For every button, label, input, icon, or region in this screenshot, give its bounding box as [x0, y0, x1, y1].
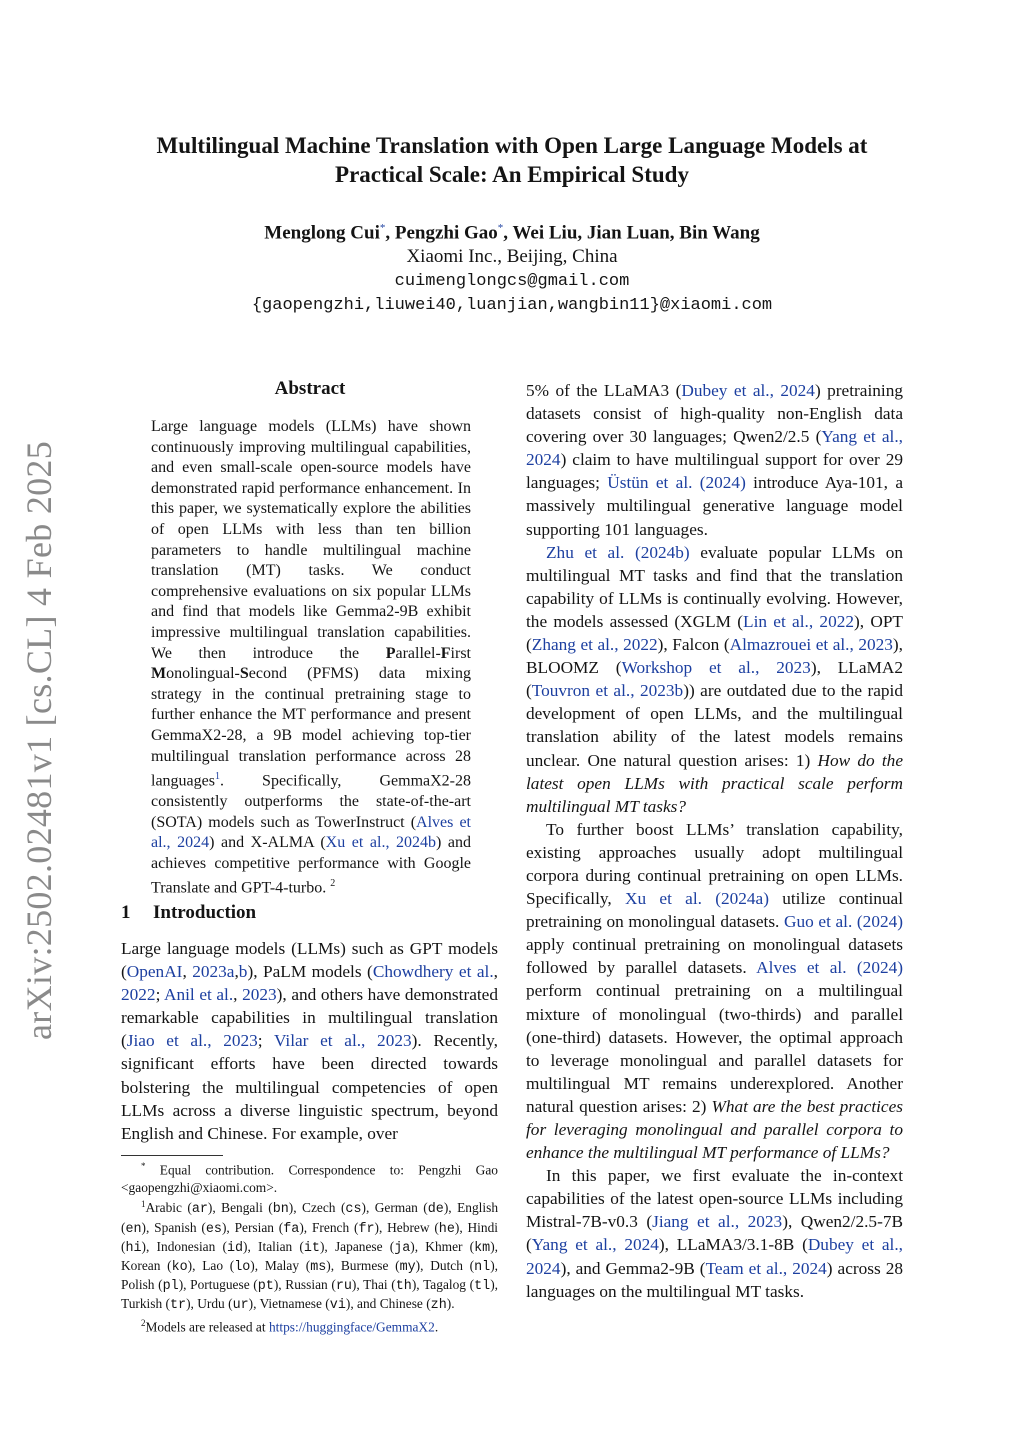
citation-link[interactable]: Guo et al. (2024) — [784, 912, 904, 932]
language-entry — [425, 1239, 498, 1254]
language-entry — [423, 1277, 498, 1295]
citation-link[interactable]: OpenAI — [126, 962, 183, 982]
citation-link[interactable]: Jiao et al., 2023 — [126, 1031, 258, 1051]
arxiv-identifier-stamp: arXiv:2502.02481v1 [cs.CL] 4 Feb 2025 — [19, 440, 59, 1040]
footnote-ref-1[interactable]: 1 — [214, 771, 220, 783]
language-code: ms — [310, 1259, 327, 1275]
language-code: he — [438, 1221, 455, 1237]
language-separator: ), — [443, 1200, 458, 1216]
section-title: Introduction — [153, 902, 257, 923]
language-name: Malay ( — [264, 1257, 311, 1273]
language-separator: ), — [141, 1238, 157, 1254]
title-line-1: Multilingual Machine Translation with Open Large Language Models at — [156, 133, 868, 158]
citation-link[interactable]: Xu et al. (2024a) — [625, 889, 769, 909]
language-separator: ), — [250, 1257, 265, 1273]
language-name: Burmese ( — [340, 1257, 400, 1273]
citation-link[interactable]: Yang et al., 2024 — [526, 427, 903, 470]
language-entry — [259, 1296, 380, 1314]
language-code: bn — [272, 1202, 289, 1218]
citation-link[interactable]: Chowdhery et al. — [372, 962, 494, 982]
language-separator: ), and — [345, 1296, 380, 1312]
language-code: tr — [170, 1298, 187, 1314]
language-name: Russian ( — [285, 1277, 336, 1293]
author-rest: , Wei Liu, Jian Luan, Bin Wang — [503, 222, 760, 244]
language-entry — [190, 1277, 286, 1295]
language-name: Vietnamese ( — [259, 1296, 330, 1312]
citation-link[interactable]: Üstün et al. (2024) — [607, 473, 746, 493]
language-list — [121, 1200, 499, 1314]
language-separator: ), — [243, 1238, 259, 1254]
section-heading-introduction — [121, 902, 256, 924]
citation-link[interactable]: Team et al., 2024 — [705, 1258, 827, 1278]
language-entry — [202, 1258, 265, 1273]
section-number: 1 — [121, 902, 131, 923]
language-entry — [379, 1296, 455, 1314]
language-code: ur — [232, 1298, 249, 1314]
language-entry — [121, 1277, 191, 1295]
language-name: Japanese ( — [334, 1238, 395, 1254]
right-paragraph-3: To further boost LLMs’ translation capability, existing approaches usually adopt multilingual corpora during continual pretraining on open LLMs. Specifically, Xu et al. (2024a) utilize continual pretraining on monolingual datasets. Guo et al. (2024) apply continual pretraining on monolingual datasets followed by parallel datasets. Alves et al. (2024) perform continual pretraining on a multilingual mixture of monolingual (two-thirds) and parallel (one-third) datasets. However, the optimal approach to leverage monolingual and parallel datasets for multilingual MT remains underexplored. Another natural question arises: 2) What are the best practices for leveraging monolingual and parallel corpora to enhance the multilingual MT performance of LLMs? — [526, 819, 904, 1163]
citation-link[interactable]: Workshop et al., 2023 — [621, 658, 811, 678]
right-paragraph-2: Zhu et al. (2024b) evaluate popular LLMs on multilingual MT tasks and find that the translation capability of LLMs is continually evolving. However, the models assessed (XGLM (Lin et al., 2022), OPT (Zhang et al., 2022), Falcon (Almazrouei et al., 2023), BLOOMZ (Workshop et al., 2023), LLaMA2 (Touvron et al., 2023b)) are outdated due to the rapid development of open LLMs, and the multilingual translation ability of the latest models remains unclear. One natural question arises: 1) How do the latest open LLMs with practical scale perform multilingual MT tasks? — [526, 542, 904, 816]
language-code: ru — [335, 1279, 352, 1295]
language-name: Polish ( — [121, 1277, 163, 1293]
language-separator: ), — [248, 1296, 260, 1312]
language-code: cs — [345, 1202, 362, 1218]
citation-link[interactable]: 2022 — [121, 985, 156, 1005]
research-question-1: How do the latest open LLMs with practical scale perform multilingual MT tasks? — [526, 750, 903, 816]
email-line-1: cuimenglongcs@gmail.com — [394, 272, 630, 291]
language-code: it — [303, 1240, 320, 1256]
language-code: hi — [125, 1240, 142, 1256]
language-separator: ), — [490, 1257, 498, 1273]
language-code: nl — [474, 1259, 491, 1275]
language-separator: ), — [411, 1277, 424, 1293]
language-name: Persian ( — [234, 1219, 284, 1235]
language-code: en — [125, 1221, 142, 1237]
language-entry — [312, 1220, 387, 1235]
language-entry — [335, 1239, 425, 1254]
citation-link[interactable]: Anil et al. — [164, 985, 234, 1005]
right-paragraph-4: In this paper, we first evaluate the in-context capabilities of the latest open-source LLMs including Mistral-7B-v0.3 (Jiang et al., 2023), Qwen2/2.5-7B (Yang et al., 2024), LLaMA3/3.1-8B (Dubey et al., 2024), and Gemma2-9B (Team et al., 2024) across 28 languages on the multilingual MT tasks. — [526, 1166, 903, 1301]
abstract-body: Large language models (LLMs) have shown continuously improving multilingual capabilities, and even small-scale open-source models have demonstrated rapid performance enhancement. In this paper, we systematically explore the abilities of open LLMs with less than ten billion parameters to handle multilingual machine translation (MT) tasks. We conduct comprehensive evaluations on six popular LLMs and find that models like Gemma2-9B exhibit impressive multilingual translation capabilities. We then introduce the Parallel-First Monolingual-Second (PFMS) data mixing strategy in the continual pretraining stage to further enhance the MT performance and present GemmaX2-28, a 9B model achieving top-tier multilingual translation performance across 28 languages$^1$. Specifically, GemmaX2-28 consistently outperforms the state-of-the-art (SOTA) models such as TowerInstruct (Alves et al., 2024) and X-ALMA (Xu et al., 2024b) and achieves competitive performance with Google Translate and GPT-4-turbo. $^2$ — [151, 418, 472, 897]
citation-link[interactable]: b — [238, 962, 248, 982]
language-code: my — [399, 1259, 416, 1275]
language-code: km — [474, 1240, 491, 1256]
title-line-2: Practical Scale: An Empirical Study — [335, 162, 689, 187]
citation-link[interactable]: Zhang et al., 2022 — [531, 635, 658, 655]
citation-link[interactable]: Alves et al., 2024 — [151, 813, 471, 852]
citation-link[interactable]: Jiang et al., 2023 — [652, 1212, 783, 1232]
language-separator: ), — [187, 1257, 203, 1273]
language-code: vi — [329, 1298, 346, 1314]
author-gao: Pengzhi Gao — [394, 222, 498, 244]
language-name: French ( — [311, 1219, 359, 1235]
language-separator: ), — [178, 1277, 191, 1293]
citation-link[interactable]: Touvron et al., 2023b — [531, 681, 684, 701]
language-separator: ), — [410, 1238, 426, 1254]
language-code: de — [427, 1202, 444, 1218]
language-code: fr — [358, 1221, 375, 1237]
language-code: lo — [234, 1259, 251, 1275]
language-name: Italian ( — [258, 1238, 304, 1254]
language-separator: ), — [221, 1219, 235, 1235]
language-code: th — [395, 1279, 412, 1295]
language-name: Korean ( — [121, 1257, 172, 1273]
language-code: ja — [394, 1240, 411, 1256]
language-entry — [197, 1296, 260, 1314]
citation-link[interactable]: Xu et al., 2024b — [325, 834, 437, 852]
citation-link[interactable]: 2023 — [242, 985, 277, 1005]
citation-link[interactable]: Zhu et al. (2024b) — [546, 542, 690, 562]
language-code: pl — [162, 1279, 179, 1295]
citation-link[interactable]: Yang et al., 2024 — [531, 1235, 659, 1255]
language-separator: ), — [186, 1296, 198, 1312]
citation-link[interactable]: Lin et al., 2022 — [743, 611, 854, 631]
language-name: Hindi ( — [121, 1219, 499, 1254]
language-name: English ( — [121, 1200, 499, 1235]
footnote-1-languages: $^1$Arabic (ar), Bengali (bn), Czech (cs), German (de), English (en), Spanish (es), Persian (fa), French (fr), Hebrew (he), Hindi (hi), Indonesian (id), Italian (it), Japanese (ja), Khmer (km), Korean (ko), Lao (lo), Malay (ms), Burmese (my), Dutch (nl), Polish (pl), Portuguese (pt), Russian (ru), Thai (th), Tagalog (tl), Turkish (tr), Urdu (ur), Vietnamese (vi), and Chinese (zh). — [121, 1198, 499, 1314]
language-separator: ), — [299, 1219, 312, 1235]
language-code: fa — [283, 1221, 300, 1237]
language-name: Dutch ( — [430, 1257, 475, 1273]
language-separator: ), — [273, 1277, 286, 1293]
language-name: Portuguese ( — [190, 1277, 258, 1293]
email-line-2: {gaopengzhi,liuwei40,luanjian,wangbin11}@xiaomi.com — [251, 296, 773, 315]
language-name: German ( — [374, 1200, 428, 1216]
language-entry — [430, 1258, 498, 1273]
language-entry — [285, 1277, 364, 1295]
language-code: id — [226, 1240, 244, 1256]
language-name: Bengali ( — [221, 1200, 273, 1216]
citation-link[interactable]: Dubey et al., 2024 — [526, 1235, 903, 1278]
language-name: Indonesian ( — [156, 1238, 227, 1254]
language-separator: ), — [141, 1219, 155, 1235]
equal-contribution-mark[interactable]: * — [379, 222, 386, 234]
language-entry — [363, 1277, 424, 1295]
language-separator: ), — [288, 1200, 303, 1216]
citation-link[interactable]: Vilar et al., 2023 — [273, 1031, 412, 1051]
footnote-2-models: $^2$Models are released at https://huggingface/GemmaX2. — [141, 1317, 439, 1335]
footnote-equal-contribution: * Equal contribution. Correspondence to: Pengzhi Gao <gaopengzhi@xiaomi.com>. — [121, 1161, 498, 1195]
footnote-ref-2[interactable]: 2 — [330, 878, 336, 890]
citation-link[interactable]: Dubey et al., 2024 — [681, 381, 815, 400]
language-entry — [235, 1220, 312, 1235]
right-column — [526, 379, 903, 1303]
language-separator: ), — [490, 1238, 499, 1254]
language-separator: ), — [415, 1257, 431, 1273]
language-name: Turkish ( — [121, 1296, 170, 1312]
language-name: Tagalog ( — [423, 1277, 475, 1293]
language-entry — [387, 1220, 467, 1235]
language-separator: ), — [490, 1277, 498, 1293]
language-entry — [265, 1258, 341, 1273]
footnote-divider — [121, 1155, 223, 1156]
equal-contribution-mark[interactable]: * — [497, 222, 504, 234]
affiliation: Xiaomi Inc., Beijing, China — [406, 246, 618, 267]
language-separator: ), — [319, 1238, 335, 1254]
language-entry — [145, 1200, 222, 1218]
language-name: Spanish ( — [154, 1219, 206, 1235]
language-code: zh — [430, 1298, 447, 1314]
paper-title — [0, 131, 1024, 189]
language-name: Chinese ( — [379, 1296, 431, 1312]
footnotes — [121, 1158, 498, 1335]
language-separator: ), — [374, 1219, 388, 1235]
research-question-2: What are the best practices for leveraging monolingual and parallel corpora to enhance the multilingual MT performance of LLMs? — [526, 1096, 903, 1163]
language-code: ko — [171, 1259, 188, 1275]
language-entry — [302, 1200, 375, 1218]
right-paragraph-1: 5% of the LLaMA3 (Dubey et al., 2024) pretraining datasets consist of high-quality non-English data covering over 30 languages; Qwen2/2.5 (Yang et al., 2024) claim to have multilingual support for over 29 languages; Üstün et al. (2024) introduce Aya-101, a massively multilingual generative language model supporting 101 languages. — [526, 381, 903, 539]
language-separator: ), — [361, 1200, 375, 1216]
language-code: tl — [474, 1279, 491, 1295]
language-name: Arabic ( — [145, 1200, 192, 1216]
citation-link[interactable]: 2023a — [192, 962, 235, 982]
language-entry — [121, 1296, 198, 1314]
language-separator: ), — [454, 1219, 468, 1235]
language-name: Urdu ( — [197, 1296, 233, 1312]
abstract-heading: Abstract — [274, 378, 346, 399]
language-separator: ), — [351, 1277, 364, 1293]
language-entry — [258, 1239, 335, 1254]
language-name: Thai ( — [363, 1277, 396, 1293]
author-list: Menglong Cui*, Pengzhi Gao*, Wei Liu, Jian Luan, Bin Wang — [264, 222, 760, 244]
language-code: es — [205, 1221, 222, 1237]
language-entry — [121, 1258, 202, 1273]
language-entry — [154, 1220, 234, 1235]
language-code: ar — [191, 1202, 208, 1218]
language-entry — [221, 1200, 303, 1218]
citation-link[interactable]: Alves et al. (2024) — [756, 958, 903, 978]
citation-link[interactable]: Almazrouei et al., 2023 — [729, 635, 893, 655]
huggingface-link[interactable]: https://huggingface/GemmaX2 — [268, 1319, 435, 1335]
language-entry — [157, 1239, 258, 1254]
language-entry — [341, 1258, 430, 1273]
language-entry — [374, 1200, 458, 1218]
language-name: Khmer ( — [425, 1238, 475, 1254]
intro-paragraph-1: Large language models (LLMs) such as GPT models (OpenAI, 2023a,b), PaLM models (Chowdhery et al., 2022; Anil et al., 2023), and others have demonstrated remarkable capabilities in multilingual translation (Jiao et al., 2023; Vilar et al., 2023). Recently, significant efforts have been directed towards bolstering the multilingual competencies of open LLMs across a diverse linguistic spectrum, beyond English and Chinese. For example, over — [121, 939, 498, 1143]
language-separator: ), — [326, 1257, 341, 1273]
language-name: Czech ( — [302, 1200, 346, 1216]
language-separator: ), — [207, 1200, 222, 1216]
language-name: Lao ( — [202, 1257, 235, 1273]
language-separator: ). — [446, 1296, 455, 1312]
language-code: pt — [257, 1279, 274, 1295]
author-cui: Menglong Cui — [264, 222, 380, 244]
language-name: Hebrew ( — [387, 1219, 439, 1235]
